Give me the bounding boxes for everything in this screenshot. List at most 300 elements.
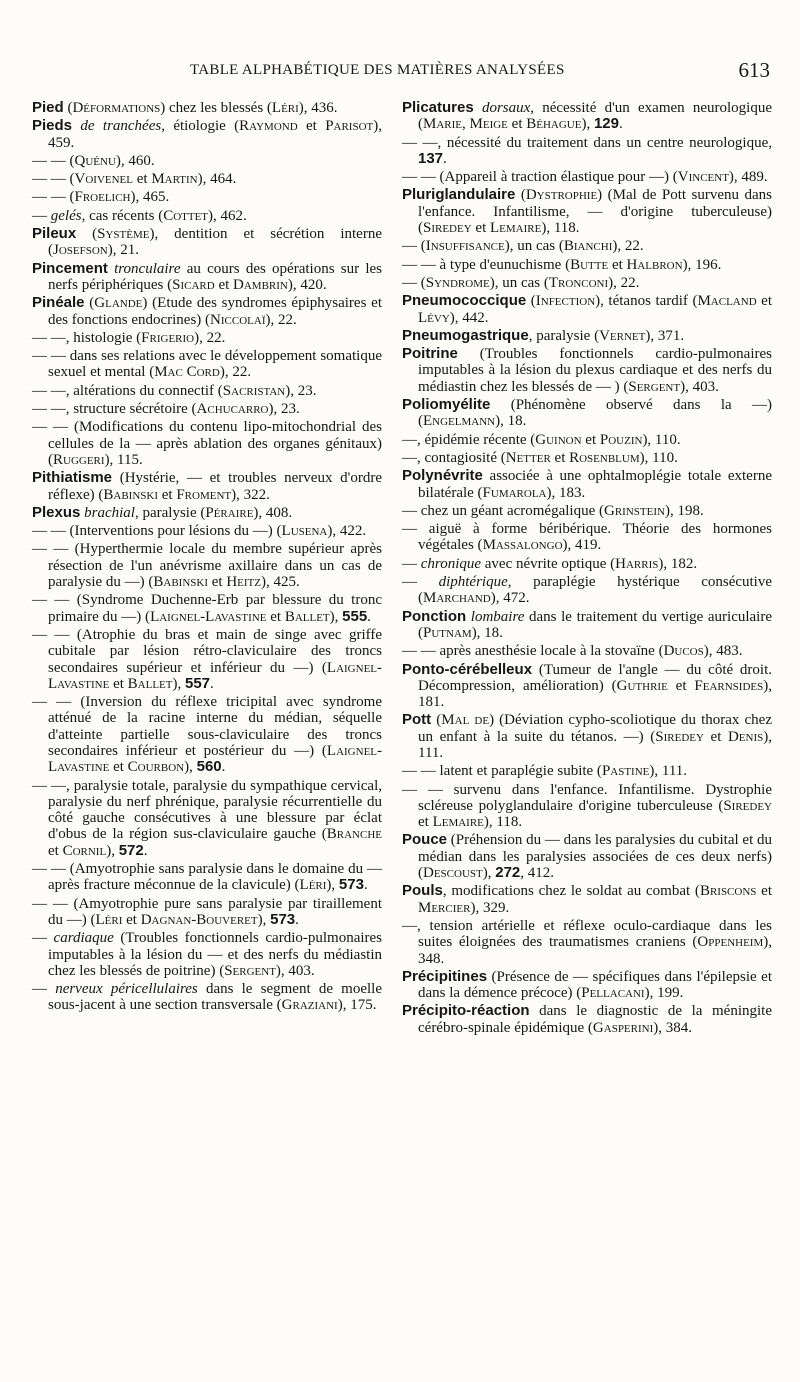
- entry-text: .: [363, 877, 368, 894]
- entry-text: ), 199.: [644, 985, 684, 1002]
- entry-text: — (: [402, 238, 426, 255]
- index-entry: [402, 432, 772, 448]
- entry-author: Martin: [151, 171, 198, 188]
- entry-text: — —, nécessité du traitement dans un centre neurologique,: [402, 134, 772, 151]
- entry-page-ref: 137: [418, 149, 444, 167]
- index-entry: [32, 523, 382, 539]
- entry-text: ), 196.: [682, 256, 722, 273]
- entry-author: Insuffisance: [425, 238, 505, 255]
- entry-author: Tronconi: [548, 274, 609, 291]
- entry-text: — chez un géant acromégalique (: [402, 502, 604, 519]
- entry-author: Netter: [505, 449, 551, 466]
- left-column: [32, 100, 382, 1016]
- entry-text: et: [471, 220, 490, 237]
- index-entry: [32, 419, 382, 468]
- entry-qualifier: cardiaque: [53, 930, 114, 947]
- entry-author: Bianchi: [563, 238, 613, 255]
- entry-text: ), 18.: [495, 413, 527, 430]
- entry-text: ), dentition et sécrétion interne (: [48, 226, 382, 259]
- entry-text: , paralysie (: [134, 504, 206, 521]
- index-entry: [32, 330, 382, 346]
- entry-text: —: [402, 555, 421, 572]
- entry-headword: Ponto-cérébelleux: [402, 660, 533, 678]
- entry-text: ,: [462, 116, 470, 133]
- entry-text: ), 115.: [104, 451, 143, 468]
- entry-text: ),: [581, 116, 594, 133]
- entry-text: [474, 100, 482, 116]
- index-entry: [402, 918, 772, 967]
- entry-text: — aiguë à forme béribérique. Théorie des hormones végétales (: [402, 521, 772, 554]
- index-entry: [32, 541, 382, 590]
- entry-author: Massalongo: [482, 537, 563, 554]
- entry-qualifier: de tranchées: [80, 118, 162, 135]
- entry-text: et: [418, 814, 433, 831]
- index-entry: [402, 609, 772, 642]
- entry-text: ), 442.: [449, 309, 489, 326]
- entry-text: ), 23.: [268, 401, 300, 418]
- entry-qualifier: lombaire: [470, 608, 525, 625]
- entry-author: Système: [97, 226, 150, 243]
- entry-author: Quénu: [74, 152, 116, 169]
- entry-author: Lévy: [418, 309, 450, 326]
- entry-author: Graziani: [281, 997, 338, 1014]
- entry-text: ),: [257, 911, 271, 928]
- entry-text: , étiologie (: [161, 118, 240, 135]
- entry-qualifier: chronique: [420, 555, 482, 572]
- entry-author: Meige: [469, 116, 508, 133]
- entry-text: ), 183.: [546, 484, 586, 501]
- entry-text: ), 110.: [642, 431, 681, 448]
- entry-text: ), 464.: [197, 171, 237, 188]
- entry-qualifier: nerveux péricellulaires: [55, 981, 198, 998]
- entry-headword: Polynévrite: [402, 467, 483, 485]
- entry-text: — — (: [32, 171, 75, 188]
- entry-headword: Plexus: [32, 503, 81, 521]
- entry-text: , paralysie (: [528, 327, 600, 344]
- entry-text: —, tension artérielle et réflexe oculo-cardiaque dans les suites éloignées des traumatismes craniens (: [402, 917, 772, 951]
- entry-author: Siredey: [423, 220, 472, 237]
- index-entry: [402, 503, 772, 519]
- entry-text: dans le traitement du vertige auriculaire (: [418, 608, 772, 641]
- entry-headword: Pneumococcique: [402, 292, 527, 310]
- entry-author: Ballet: [127, 675, 173, 692]
- index-entry: [402, 328, 772, 344]
- entry-author: Déformations: [72, 100, 161, 116]
- index-entry: [32, 153, 382, 169]
- entry-author: Denis: [727, 728, 764, 745]
- entry-text: ), 489.: [728, 169, 768, 186]
- entry-author: Lusena: [281, 523, 328, 540]
- entry-author: Laignel-Lavastine: [48, 742, 382, 776]
- entry-text: .: [443, 150, 447, 167]
- entry-text: ), 22.: [219, 364, 252, 381]
- entry-author: Courbon: [127, 759, 185, 776]
- index-entry: [402, 574, 772, 607]
- entry-author: Mal de: [441, 712, 490, 729]
- entry-page-ref: 560: [196, 758, 222, 776]
- entry-author: Sicard: [172, 276, 215, 293]
- index-entry: [32, 261, 382, 294]
- entry-author: Josefson: [53, 242, 108, 259]
- entry-author: Léri: [271, 100, 299, 116]
- index-entry: [402, 763, 772, 779]
- entry-text: — — (Inversion du réflexe tricipital avec syndrome atténué de la racine interne du médian, séquelle d'atteinte partielle sous-claviculaire des troncs secondaires inférieur et postérieur du —) (: [32, 694, 382, 759]
- entry-author: Grinstein: [604, 502, 665, 519]
- index-entry: [32, 470, 382, 503]
- index-entry: [32, 401, 382, 417]
- index-entry: [32, 930, 382, 979]
- entry-page-ref: 557: [184, 674, 211, 692]
- entry-headword: Pluriglandulaire: [402, 186, 516, 204]
- entry-author: Dystrophie: [525, 187, 598, 204]
- index-entry: [32, 981, 382, 1014]
- page-number: 613: [738, 58, 770, 82]
- entry-text: et: [109, 759, 128, 776]
- entry-text: et: [756, 883, 773, 900]
- entry-text: — — dans ses relations avec le développement somatique sexuel et mental (: [32, 348, 382, 381]
- index-entry: [402, 712, 772, 761]
- entry-author: Laignel-Lavastine: [48, 659, 382, 692]
- entry-author: Lemaire: [490, 220, 542, 237]
- index-entry: [402, 100, 772, 133]
- entry-author: Briscons: [699, 883, 757, 900]
- entry-qualifier: diphtérique: [438, 574, 508, 591]
- entry-author: Siredey: [655, 728, 704, 745]
- index-entry: [402, 135, 772, 168]
- entry-author: Siredey: [723, 797, 772, 814]
- entry-text: — — (Amyotrophie sans paralysie dans le domaine du — après fracture méconnue de la clavicule) (: [32, 861, 382, 894]
- index-entry: [32, 171, 382, 187]
- entry-text: et: [266, 608, 285, 625]
- entry-author: Syndrome: [425, 274, 490, 291]
- entry-text: et: [507, 116, 527, 133]
- entry-text: dans le diagnostic de la méningite cérébro-spinale épidémique (: [418, 1003, 772, 1036]
- entry-text: .: [221, 759, 226, 776]
- right-column: [402, 100, 772, 1038]
- running-head: [190, 58, 770, 84]
- entry-author: Léri: [299, 877, 327, 894]
- entry-text: ), 22.: [265, 311, 297, 328]
- entry-author: Heitz: [226, 574, 261, 591]
- index-entry: [402, 346, 772, 395]
- entry-text: ), 329.: [470, 899, 510, 916]
- index-entry: [402, 521, 772, 554]
- entry-text: ), 22.: [612, 238, 644, 255]
- entry-author: Infection: [535, 293, 596, 310]
- index-entry: [32, 118, 382, 151]
- index-entry: [32, 295, 382, 328]
- entry-headword: Pouls: [402, 882, 443, 900]
- entry-text: (: [76, 226, 98, 243]
- entry-text: (: [431, 712, 442, 729]
- entry-text: ), 465.: [130, 189, 170, 206]
- entry-author: Ballet: [284, 608, 330, 625]
- entry-text: et: [703, 728, 728, 745]
- entry-author: Pellacani: [581, 985, 645, 1002]
- entry-text: et: [133, 171, 152, 188]
- entry-headword: Pouce: [402, 831, 448, 849]
- entry-text: (: [63, 100, 73, 116]
- entry-text: ), 425.: [261, 574, 300, 591]
- entry-author: Niccolaï: [210, 311, 266, 328]
- entry-text: associée à une ophtalmoplégie totale externe bilatérale (: [418, 468, 772, 501]
- entry-text: ) (Mal de Pott survenu dans l'enfance. Infantilisme, — d'origine tuberculeuse) (: [418, 187, 772, 237]
- entry-headword: Pileux: [32, 225, 77, 243]
- entry-text: ), 322.: [231, 486, 270, 503]
- entry-text: ),: [172, 675, 185, 692]
- entry-headword: Précipito-réaction: [402, 1002, 530, 1020]
- entry-text: ), 403.: [275, 962, 315, 979]
- index-entry: [402, 275, 772, 291]
- entry-author: Cottet: [163, 207, 209, 224]
- entry-text: — —, structure sécrétoire (: [32, 401, 197, 418]
- entry-text: ), 111.: [649, 763, 688, 780]
- entry-author: Vincent: [677, 169, 729, 186]
- entry-text: — — (: [32, 189, 75, 206]
- entry-text: ), 419.: [562, 537, 602, 554]
- entry-headword: Pinéale: [32, 294, 85, 312]
- index-entry: [32, 226, 382, 259]
- index-entry: [32, 383, 382, 399]
- index-entry: [32, 189, 382, 205]
- entry-qualifier: tronculaire: [114, 260, 181, 277]
- entry-author: Marie: [423, 116, 463, 133]
- running-title: TABLE ALPHABÉTIQUE DES MATIÈRES ANALYSÉES: [190, 62, 565, 78]
- entry-text: (Phénomène observé dans la —) (: [418, 397, 772, 430]
- entry-headword: Pieds: [32, 117, 73, 135]
- index-entry: [32, 896, 382, 929]
- entry-text: — — (Atrophie du bras et main de singe avec griffe cubitale par lésion rétro-claviculaire des troncs secondaires supérieur et inférieur du —) (: [32, 626, 382, 676]
- entry-text: — — survenu dans l'enfance. Infantilisme. Dystrophie scléreuse polyglandulaire d'origine tuberculeuse (: [402, 781, 772, 814]
- entry-author: Dagnan-Bouveret: [140, 911, 258, 928]
- entry-author: Achucarro: [196, 401, 269, 418]
- entry-headword: Pincement: [32, 259, 108, 277]
- entry-text: et: [756, 293, 773, 310]
- entry-text: ) chez les blessés (: [160, 100, 272, 116]
- entry-text: — —, altérations du connectif (: [32, 382, 223, 399]
- entry-author: Engelmann: [423, 413, 496, 430]
- index-entry: [402, 397, 772, 430]
- entry-text: et: [158, 486, 177, 503]
- entry-author: Fearnsides: [694, 677, 764, 694]
- entry-text: et: [667, 677, 695, 694]
- entry-author: Dambrin: [233, 276, 288, 293]
- entry-text: ), 460.: [115, 152, 155, 169]
- entry-text: au cours des opérations sur les nerfs périphériques (: [48, 260, 382, 293]
- entry-author: Branche: [326, 826, 382, 843]
- entry-text: ), 181.: [418, 677, 772, 711]
- entry-text: ) (Déviation cypho-scoliotique du thorax chez un enfant à la suite du tétanos. —) (: [418, 712, 772, 745]
- entry-text: ), 111.: [418, 728, 772, 761]
- index-entry: [32, 208, 382, 224]
- entry-text: ), 110.: [639, 449, 678, 466]
- entry-author: Putnam: [423, 624, 472, 641]
- entry-text: ), un cas (: [504, 238, 564, 255]
- index-entry: [32, 348, 382, 381]
- entry-text: ), 22.: [608, 274, 640, 291]
- entry-text: et: [109, 675, 128, 692]
- entry-author: Sacristan: [222, 382, 286, 399]
- entry-text: et: [608, 256, 627, 273]
- entry-text: — — (Interventions pour lésions du —) (: [32, 523, 282, 540]
- entry-author: Léri: [95, 911, 123, 928]
- index-entry: [402, 187, 772, 236]
- entry-text: ), 408.: [253, 504, 293, 521]
- entry-author: Pastine: [601, 763, 650, 780]
- entry-text: (Tumeur de l'angle — du côté droit. Décompression, amélioration) (: [418, 661, 772, 694]
- entry-author: Guthrie: [616, 677, 668, 694]
- index-entry: [402, 257, 772, 273]
- entry-text: — — à type d'eunuchisme (: [402, 256, 571, 273]
- index-entry: [402, 293, 772, 326]
- entry-text: et: [214, 276, 234, 293]
- entry-author: Fumarola: [482, 484, 547, 501]
- entry-text: ), 118.: [483, 814, 523, 831]
- index-entry: [402, 468, 772, 501]
- index-entry: [32, 592, 382, 625]
- index-entry: [32, 627, 382, 692]
- entry-author: Mac Cord: [154, 364, 220, 381]
- entry-qualifier: gelés: [50, 207, 82, 224]
- entry-headword: Pithiatisme: [32, 469, 113, 487]
- entry-text: —: [32, 207, 51, 224]
- entry-text: ), 18.: [471, 624, 503, 641]
- entry-text: — —, paralysie totale, paralysie du sympathique cervical, paralysie du nerf phrénique, paralysie récurrentielle du côté gauche consécutives à une blessure par éclat d'obus de la région sus-claviculaire gauche (: [32, 777, 382, 843]
- entry-text: — — (Modifications du contenu lipo-mitochondrial des cellules de la — après ablation des organes génitaux) (: [32, 419, 382, 468]
- entry-author: Glande: [94, 295, 143, 312]
- entry-text: ), 420.: [287, 276, 327, 293]
- entry-text: ), 22.: [194, 329, 226, 346]
- entry-author: Cornil: [62, 842, 107, 859]
- entry-text: —: [402, 574, 439, 591]
- entry-text: (: [84, 295, 95, 312]
- index-entry: [402, 662, 772, 711]
- entry-page-ref: 573: [270, 910, 296, 928]
- entry-text: , modifications chez le soldat au combat (: [442, 883, 700, 900]
- entry-text: et: [550, 449, 570, 466]
- entry-author: Lemaire: [432, 814, 484, 831]
- entry-text: .: [367, 608, 371, 625]
- entry-text: ),: [326, 877, 339, 894]
- entry-text: (Troubles fonctionnels cardio-pulmonaires imputables à la lésion du plexus cardiaque et des nerfs du médiastin chez les blessés de — ) (: [418, 346, 772, 395]
- entry-qualifier: dorsaux: [481, 100, 531, 116]
- entry-text: .: [295, 911, 299, 928]
- entry-text: —: [32, 930, 54, 947]
- index-entry: [402, 238, 772, 254]
- entry-text: ),: [482, 865, 496, 882]
- entry-author: Marchand: [423, 590, 491, 607]
- index-entry: [32, 861, 382, 894]
- entry-author: Mercier: [418, 899, 471, 916]
- entry-text: ), 21.: [107, 242, 139, 259]
- entry-text: ), un cas (: [489, 274, 549, 291]
- index-entry: [32, 100, 382, 116]
- entry-headword: Poitrine: [402, 345, 458, 363]
- index-entry: [402, 832, 772, 881]
- entry-text: ), 23.: [285, 382, 317, 399]
- entry-text: — — (Syndrome Duchenne-Erb par blessure du tronc primaire du —) (: [32, 592, 382, 625]
- entry-page-ref: 572: [118, 841, 144, 859]
- entry-author: Froment: [176, 486, 232, 503]
- index-entry: [402, 556, 772, 572]
- entry-text: ), 459.: [48, 118, 383, 151]
- entry-author: Raymond: [239, 118, 298, 135]
- entry-headword: Précipitines: [402, 967, 488, 985]
- entry-text: — —, histologie (: [32, 329, 142, 346]
- entry-author: Ducos: [663, 643, 704, 660]
- entry-text: ), 348.: [418, 934, 772, 967]
- entry-author: Guinon: [535, 431, 582, 448]
- entry-author: Vernet: [599, 327, 646, 344]
- entry-headword: Poliomyélite: [402, 396, 491, 414]
- entry-text: ), 371.: [645, 327, 685, 344]
- entry-headword: Pied: [32, 99, 64, 116]
- entry-page-ref: 129: [593, 115, 619, 133]
- index-entry: [402, 883, 772, 916]
- entry-text: ), 483.: [703, 643, 743, 660]
- index-entry: [32, 694, 382, 775]
- entry-text: .: [618, 116, 623, 133]
- entry-text: — — latent et paraplégie subite (: [402, 763, 602, 780]
- entry-text: (Présence de — spécifiques dans l'épilepsie et dans la démence précoce) (: [418, 968, 772, 1002]
- entry-headword: Pott: [402, 711, 432, 729]
- index-entry: [402, 782, 772, 831]
- entry-text: et: [48, 842, 63, 859]
- entry-author: Ruggeri: [53, 451, 105, 468]
- entry-headword: Plicatures: [402, 99, 474, 116]
- entry-text: (Préhension du — dans les paralysies du cubital et du médian dans les paralysies associées de ces deux nerfs) (: [418, 832, 772, 882]
- entry-author: Harris: [615, 555, 659, 572]
- entry-text: ), 403.: [680, 378, 719, 395]
- entry-text: , cas récents (: [81, 207, 164, 224]
- entry-author: Butte: [570, 256, 609, 273]
- entry-text: et: [208, 574, 227, 591]
- entry-author: Sergent: [224, 962, 276, 979]
- entry-qualifier: brachial: [84, 504, 135, 521]
- entry-text: ),: [329, 608, 343, 625]
- entry-page-ref: 573: [338, 876, 364, 894]
- entry-author: Rosenblum: [569, 449, 640, 466]
- entry-text: dans le segment de moelle sous-jacent à une section transversale (: [48, 981, 382, 1014]
- entry-text: ) (Etude des syndromes épiphysaires et des fonctions endocrines) (: [48, 295, 382, 328]
- entry-author: Froelich: [74, 189, 131, 206]
- entry-text: (Hystérie, — et troubles nerveux d'ordre réflexe) (: [48, 470, 382, 503]
- entry-text: ), 462.: [208, 207, 247, 224]
- entry-text: — (: [402, 274, 426, 291]
- entry-headword: Pneumogastrique: [402, 326, 529, 344]
- index-entry: [402, 643, 772, 659]
- entry-text: ),: [106, 842, 119, 859]
- index-entry: [402, 1003, 772, 1036]
- entry-author: Halbron: [626, 256, 683, 273]
- entry-text: — — (Amyotrophie pure sans paralysie par tiraillement du —) (: [32, 895, 382, 928]
- entry-author: Sergent: [628, 378, 681, 395]
- entry-text: (Troubles fonctionnels cardio-pulmonaires imputables à la lésion du — et des nerfs du médiastin chez les blessés de poitrine) (: [48, 930, 383, 979]
- entry-text: ), 422.: [327, 523, 367, 540]
- entry-text: ), 384.: [653, 1019, 693, 1036]
- entry-text: ), 175.: [337, 997, 377, 1014]
- entry-text: ), 198.: [664, 502, 704, 519]
- entry-author: Descoust: [423, 865, 483, 882]
- entry-text: ), 436.: [298, 100, 338, 116]
- entry-text: , nécessité d'un examen neurologique (: [418, 100, 772, 133]
- entry-author: Frigerio: [141, 329, 195, 346]
- entry-text: — — (: [32, 152, 75, 169]
- entry-author: Béhague: [526, 116, 582, 133]
- entry-page-ref: 272: [495, 864, 521, 882]
- entry-text: ), 182.: [658, 555, 698, 572]
- entry-author: Péraire: [205, 504, 254, 521]
